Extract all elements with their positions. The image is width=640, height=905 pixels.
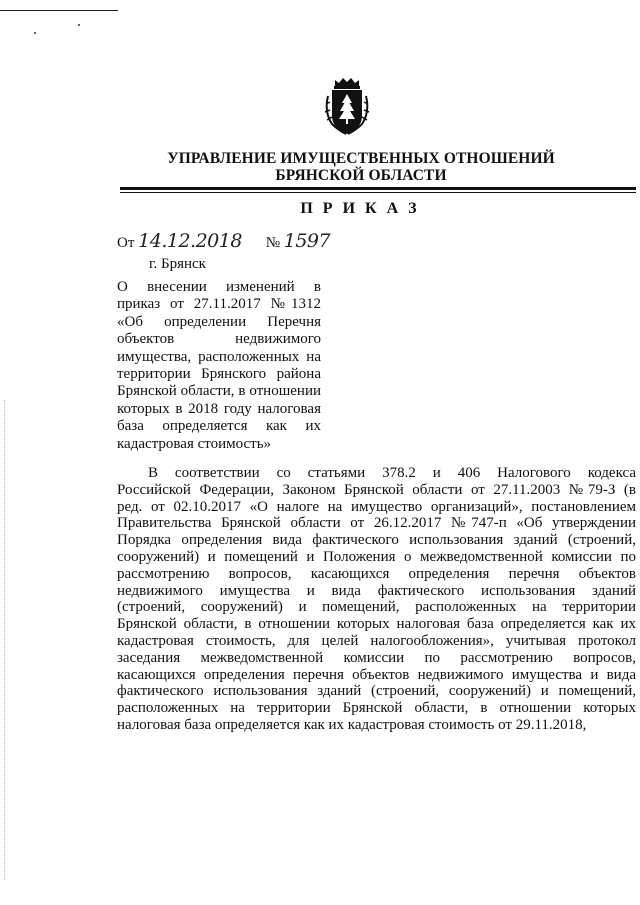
header-rule-thin [120,192,636,193]
document-type-title: П Р И К А З [300,200,420,217]
subject-line: объектов недвижимого [117,331,321,348]
body-line: фактического использования зданий (строений, сооружений) и помещений, [117,683,636,700]
subject-line: имущества, расположенных на [117,348,321,365]
date-label: От [117,235,135,251]
city: г. Брянск [149,256,206,272]
body-line: (строений, сооружений) и помещений, расположенных на территории [117,599,636,616]
subject-line: кадастровая стоимость» [117,435,272,452]
organization-region: БРЯНСКОЙ ОБЛАСТИ [275,167,447,184]
subject-line: база определяется как их [117,418,321,435]
subject-line: территории Брянского района [117,366,321,383]
body-line: кадастровая стоимость, для целей налогообложения», учитывая протокол [117,632,636,649]
header-rule-thick [120,187,636,190]
subject-line: «Об определении Перечня [117,313,321,330]
body-line: Порядка определения вида фактического использования зданий (строений, [117,532,636,549]
body-line: Брянской области, в отношении которых налоговая база определяется как их [117,616,636,633]
scan-speck [78,24,80,26]
number-value: 1597 [283,230,331,252]
body-line: Правительства Брянской области от 26.12.2017 №747-п «Об утверждении [117,515,636,532]
order-body-paragraph [117,465,636,734]
date-value: 14.12.2018 [138,230,242,252]
scan-speck [34,32,36,34]
subject-line: Брянской области, в отношении [117,383,321,400]
body-line: налоговая база определяется как их кадастровая стоимость от 29.11.2018, [117,716,587,733]
subject-line: приказ от 27.11.2017 №1312 [117,296,321,313]
subject-line: О внесении изменений в [117,279,321,295]
body-line: заседания межведомственной комиссии по рассмотрению вопросов, [117,649,636,666]
order-subject [117,279,321,453]
scan-edge-mark [4,400,5,880]
body-line: ред. от 02.10.2017 «О налоге на имущество организаций», постановлением [117,498,636,515]
body-line: расположенных на территории Брянской области, в отношении которых [117,700,636,717]
body-line: В соответствии со статьями 378.2 и 406 Налогового кодекса [148,465,636,481]
body-line: Российской Федерации, Законом Брянской области от 27.11.2003 №79-З (в [117,481,636,498]
date-number-line [117,230,330,252]
body-line: рассмотрению вопросов, касающихся определения перечня объектов [117,565,636,582]
organization-name: УПРАВЛЕНИЕ ИМУЩЕСТВЕННЫХ ОТНОШЕНИЙ [167,150,555,167]
coat-of-arms-icon [322,76,372,138]
body-line: касающихся определения перечня объектов недвижимого имущества и вида [117,666,636,683]
subject-line: которых в 2018 году налоговая [117,400,321,417]
number-label: № [265,235,280,251]
body-line: недвижимого имущества и вида фактического использования зданий [117,582,636,599]
scan-top-line [0,10,118,11]
body-line: сооружений) и помещений и Положения о межведомственной комиссии по [117,548,636,565]
